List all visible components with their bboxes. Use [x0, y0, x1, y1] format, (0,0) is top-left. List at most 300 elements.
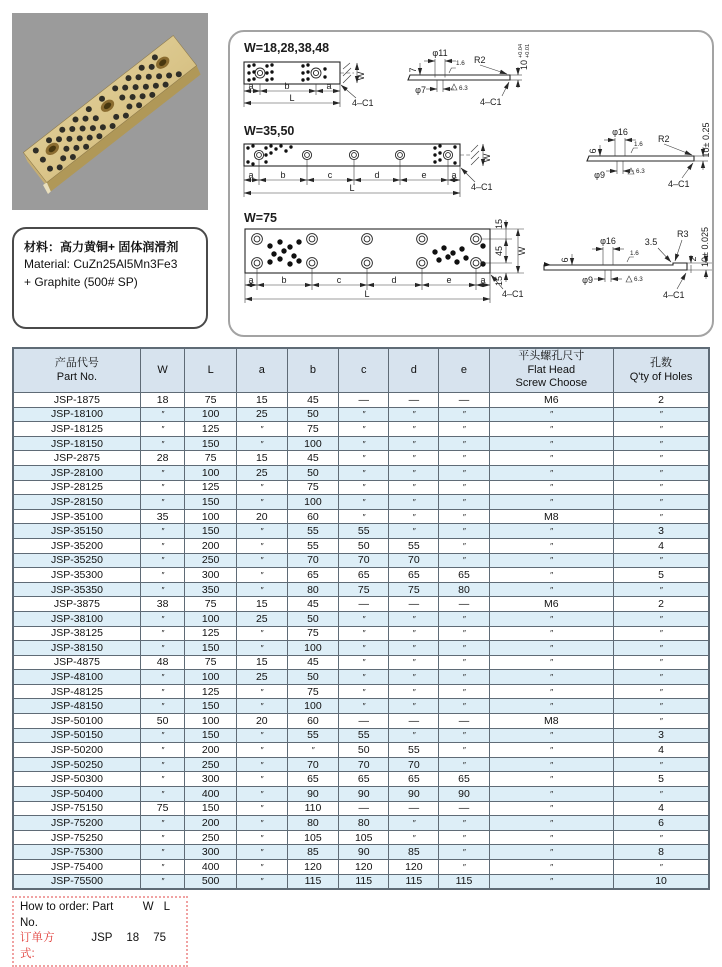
value-cell: 200 [185, 816, 237, 831]
value-cell: ″ [140, 611, 185, 626]
value-cell: ″ [614, 699, 709, 714]
value-cell: 75 [287, 480, 339, 495]
value-cell: ″ [389, 626, 439, 641]
value-cell: 200 [185, 743, 237, 758]
drawing-w18-48 [244, 41, 374, 108]
value-cell: 45 [287, 451, 339, 466]
value-cell: 150 [185, 699, 237, 714]
value-cell: 65 [389, 772, 439, 787]
value-cell: 15 [236, 597, 287, 612]
value-cell: ″ [140, 465, 185, 480]
svg-text:φ11: φ11 [432, 48, 448, 58]
value-cell: 3 [614, 524, 709, 539]
value-cell: ″ [614, 495, 709, 510]
value-cell: ″ [339, 611, 389, 626]
value-cell: ″ [236, 699, 287, 714]
value-cell: ″ [140, 728, 185, 743]
value-cell: 125 [185, 422, 237, 437]
svg-text:φ9: φ9 [594, 170, 605, 180]
svg-text:φ16: φ16 [612, 127, 628, 137]
value-cell: ″ [339, 641, 389, 656]
value-cell: 100 [185, 465, 237, 480]
value-cell: ″ [439, 480, 489, 495]
part-no-cell: JSP-50300 [13, 772, 140, 787]
value-cell: ″ [389, 407, 439, 422]
part-no-cell: JSP-35150 [13, 524, 140, 539]
value-cell: ″ [389, 655, 439, 670]
value-cell: 20 [236, 509, 287, 524]
part-no-cell: JSP-50150 [13, 728, 140, 743]
value-cell: 50 [287, 611, 339, 626]
value-cell: 65 [439, 568, 489, 583]
value-cell: ″ [140, 684, 185, 699]
value-cell: ″ [489, 436, 614, 451]
value-cell: ″ [439, 509, 489, 524]
svg-text:R3: R3 [677, 229, 689, 239]
svg-text:4–C1: 4–C1 [668, 179, 690, 189]
value-cell: ″ [236, 524, 287, 539]
value-cell: ″ [489, 480, 614, 495]
value-cell: ″ [389, 699, 439, 714]
svg-text:6.3: 6.3 [459, 85, 468, 92]
value-cell: 300 [185, 568, 237, 583]
value-cell: ″ [389, 728, 439, 743]
value-cell: ″ [140, 787, 185, 802]
value-cell: 55 [287, 524, 339, 539]
table-row [13, 860, 709, 875]
value-cell: ″ [140, 626, 185, 641]
value-cell: ″ [489, 422, 614, 437]
graphite-dot-pattern [247, 63, 326, 81]
value-cell: 65 [339, 568, 389, 583]
table-row [13, 626, 709, 641]
value-cell: ″ [236, 787, 287, 802]
value-cell: ″ [489, 845, 614, 860]
order-line1-w: W [142, 901, 154, 913]
value-cell: ″ [489, 699, 614, 714]
value-cell: 200 [185, 538, 237, 553]
value-cell: ″ [389, 816, 439, 831]
value-cell: M8 [489, 509, 614, 524]
value-cell: 250 [185, 830, 237, 845]
svg-text:1.6: 1.6 [456, 60, 465, 67]
value-cell: 4 [614, 801, 709, 816]
value-cell: 65 [439, 772, 489, 787]
value-cell: — [389, 597, 439, 612]
part-no-cell: JSP-18125 [13, 422, 140, 437]
part-no-cell: JSP-4875 [13, 655, 140, 670]
value-cell: ″ [439, 728, 489, 743]
value-cell: 400 [185, 860, 237, 875]
value-cell: 125 [185, 684, 237, 699]
svg-text:6: 6 [588, 148, 598, 154]
value-cell: ″ [439, 655, 489, 670]
svg-text:L: L [349, 183, 355, 193]
value-cell: ″ [140, 670, 185, 685]
part-no-cell: JSP-28125 [13, 480, 140, 495]
value-cell: — [389, 393, 439, 408]
value-cell: ″ [339, 626, 389, 641]
table-row [13, 787, 709, 802]
svg-text:2: 2 [688, 256, 698, 262]
value-cell: 120 [339, 860, 389, 875]
table-row [13, 757, 709, 772]
value-cell: ″ [614, 787, 709, 802]
value-cell: 250 [185, 553, 237, 568]
value-cell: 15 [236, 393, 287, 408]
counterbore-hole-icon [255, 68, 321, 78]
value-cell: — [389, 714, 439, 729]
value-cell: 90 [339, 845, 389, 860]
value-cell: 80 [339, 816, 389, 831]
value-cell: ″ [140, 772, 185, 787]
svg-text:4–C1: 4–C1 [502, 289, 524, 299]
value-cell: ″ [236, 553, 287, 568]
value-cell: M6 [489, 393, 614, 408]
value-cell: ″ [339, 422, 389, 437]
svg-text:+0.04: +0.04 [518, 43, 524, 58]
value-cell: ″ [489, 641, 614, 656]
table-row [13, 393, 709, 408]
value-cell: ″ [439, 538, 489, 553]
svg-text:W: W [517, 246, 527, 256]
value-cell: 150 [185, 728, 237, 743]
value-cell: ″ [236, 830, 287, 845]
value-cell: 250 [185, 757, 237, 772]
value-cell: 25 [236, 611, 287, 626]
table-row [13, 641, 709, 656]
part-no-cell: JSP-18100 [13, 407, 140, 422]
value-cell: ″ [614, 611, 709, 626]
value-cell: — [439, 714, 489, 729]
table-row [13, 670, 709, 685]
part-no-cell: JSP-35100 [13, 509, 140, 524]
value-cell: 100 [185, 714, 237, 729]
value-cell: 3 [614, 728, 709, 743]
value-cell: 75 [287, 422, 339, 437]
value-cell: ″ [389, 465, 439, 480]
svg-text:15: 15 [494, 275, 504, 287]
value-cell: ″ [339, 699, 389, 714]
value-cell: ″ [614, 407, 709, 422]
value-cell: ″ [140, 699, 185, 714]
value-cell: 10 [614, 874, 709, 889]
value-cell: 100 [185, 509, 237, 524]
svg-text:10± 0.25: 10± 0.25 [701, 122, 711, 158]
value-cell: — [339, 801, 389, 816]
value-cell: 55 [389, 743, 439, 758]
value-cell: ″ [439, 860, 489, 875]
value-cell: 70 [389, 757, 439, 772]
table-row [13, 743, 709, 758]
svg-text:c: c [336, 275, 342, 285]
material-note [12, 227, 208, 329]
value-cell: ″ [140, 422, 185, 437]
table-row [13, 451, 709, 466]
order-line2-l: 75 [153, 932, 166, 945]
value-cell: 25 [236, 670, 287, 685]
value-cell: ″ [236, 436, 287, 451]
value-cell: 5 [614, 568, 709, 583]
value-cell: 150 [185, 641, 237, 656]
table-row [13, 714, 709, 729]
value-cell: 28 [140, 451, 185, 466]
svg-text:e: e [446, 275, 452, 285]
svg-text:d: d [374, 170, 380, 180]
value-cell: ″ [287, 743, 339, 758]
value-cell: ″ [489, 816, 614, 831]
value-cell: 50 [287, 407, 339, 422]
svg-text:φ9: φ9 [582, 275, 593, 285]
value-cell: ″ [614, 670, 709, 685]
part-no-cell: JSP-28100 [13, 465, 140, 480]
value-cell: ″ [140, 743, 185, 758]
value-cell: 70 [287, 757, 339, 772]
value-cell: ″ [389, 480, 439, 495]
value-cell: 70 [339, 757, 389, 772]
product-photo [12, 13, 208, 210]
value-cell: 60 [287, 714, 339, 729]
tolerance-label [518, 44, 531, 70]
value-cell: ″ [140, 553, 185, 568]
value-cell: ″ [614, 641, 709, 656]
value-cell: 80 [287, 816, 339, 831]
svg-text:4–C1: 4–C1 [352, 98, 374, 108]
value-cell: ″ [614, 860, 709, 875]
part-no-cell: JSP-75250 [13, 830, 140, 845]
value-cell: 75 [287, 684, 339, 699]
column-header: 产品代号 Part No. [13, 348, 140, 393]
value-cell: 150 [185, 524, 237, 539]
table-row [13, 611, 709, 626]
value-cell: 300 [185, 845, 237, 860]
value-cell: 50 [339, 538, 389, 553]
value-cell: ″ [489, 830, 614, 845]
value-cell: ″ [389, 684, 439, 699]
table-row [13, 772, 709, 787]
value-cell: ″ [439, 422, 489, 437]
part-no-cell: JSP-35300 [13, 568, 140, 583]
table-row [13, 568, 709, 583]
part-no-cell: JSP-35350 [13, 582, 140, 597]
part-no-cell: JSP-48125 [13, 684, 140, 699]
value-cell: ″ [339, 465, 389, 480]
svg-text:c: c [327, 170, 333, 180]
value-cell: 65 [339, 772, 389, 787]
value-cell: ″ [614, 422, 709, 437]
value-cell: 25 [236, 465, 287, 480]
svg-text:1.6: 1.6 [630, 250, 639, 257]
value-cell: ″ [236, 641, 287, 656]
value-cell: ″ [389, 436, 439, 451]
part-no-cell: JSP-1875 [13, 393, 140, 408]
value-cell: 125 [185, 626, 237, 641]
value-cell: ″ [439, 743, 489, 758]
svg-text:R2: R2 [658, 134, 670, 144]
value-cell: 50 [287, 465, 339, 480]
value-cell: ″ [489, 801, 614, 816]
table-row [13, 509, 709, 524]
value-cell: 100 [287, 436, 339, 451]
value-cell: 100 [287, 641, 339, 656]
value-cell: ″ [236, 743, 287, 758]
value-cell: 48 [140, 655, 185, 670]
value-cell: ″ [389, 670, 439, 685]
value-cell: 8 [614, 845, 709, 860]
value-cell: 85 [287, 845, 339, 860]
order-line2-w: 18 [126, 932, 140, 945]
value-cell: ″ [489, 553, 614, 568]
value-cell: ″ [614, 465, 709, 480]
value-cell: ″ [339, 451, 389, 466]
part-no-cell: JSP-75300 [13, 845, 140, 860]
value-cell: ″ [236, 480, 287, 495]
value-cell: ″ [614, 757, 709, 772]
value-cell: 75 [185, 451, 237, 466]
part-no-cell: JSP-50250 [13, 757, 140, 772]
value-cell: ″ [439, 641, 489, 656]
value-cell: 75 [185, 655, 237, 670]
value-cell: M6 [489, 597, 614, 612]
value-cell: — [389, 801, 439, 816]
value-cell: 18 [140, 393, 185, 408]
table-row [13, 684, 709, 699]
value-cell: 115 [389, 874, 439, 889]
value-cell: ″ [439, 451, 489, 466]
svg-text:4–C1: 4–C1 [480, 97, 502, 107]
part-no-cell: JSP-48100 [13, 670, 140, 685]
svg-text:4–C1: 4–C1 [471, 182, 493, 192]
material-line-en1: Material: CuZn25Al5Mn3Fe3 [24, 257, 178, 272]
value-cell: ″ [236, 874, 287, 889]
table-row [13, 524, 709, 539]
value-cell: ″ [389, 641, 439, 656]
value-cell: ″ [614, 582, 709, 597]
svg-text:L: L [289, 93, 295, 103]
table-row [13, 407, 709, 422]
value-cell: ″ [389, 611, 439, 626]
wear-plate-image [12, 13, 208, 210]
value-cell: ″ [439, 670, 489, 685]
svg-text:d: d [391, 275, 397, 285]
part-no-cell: JSP-50400 [13, 787, 140, 802]
value-cell: ″ [489, 728, 614, 743]
svg-text:4–C1: 4–C1 [663, 290, 685, 300]
value-cell: M8 [489, 714, 614, 729]
value-cell: 15 [236, 451, 287, 466]
order-line1-l: L [163, 901, 170, 913]
table-row [13, 699, 709, 714]
value-cell: ″ [614, 830, 709, 845]
value-cell: ″ [439, 495, 489, 510]
value-cell: ″ [339, 480, 389, 495]
value-cell: ″ [339, 436, 389, 451]
value-cell: 6 [614, 816, 709, 831]
value-cell: ″ [439, 684, 489, 699]
part-no-cell: JSP-28150 [13, 495, 140, 510]
value-cell: 105 [287, 830, 339, 845]
svg-text:1.6: 1.6 [634, 141, 643, 148]
column-header: 平头螺孔尺寸 Flat Head Screw Choose [489, 348, 614, 393]
value-cell: 75 [339, 582, 389, 597]
value-cell: 75 [185, 393, 237, 408]
section-w75 [544, 227, 712, 300]
value-cell: 110 [287, 801, 339, 816]
value-cell: ″ [389, 495, 439, 510]
value-cell: 70 [339, 553, 389, 568]
value-cell: ″ [236, 845, 287, 860]
value-cell: — [339, 597, 389, 612]
svg-text:6: 6 [560, 257, 570, 263]
part-no-cell: JSP-38125 [13, 626, 140, 641]
part-no-cell: JSP-3875 [13, 597, 140, 612]
value-cell: 65 [287, 568, 339, 583]
column-header: 孔数 Q'ty of Holes [614, 348, 709, 393]
column-header: c [339, 348, 389, 393]
value-cell: ″ [140, 495, 185, 510]
value-cell: ″ [489, 451, 614, 466]
part-no-cell: JSP-18150 [13, 436, 140, 451]
svg-text:15: 15 [494, 218, 504, 230]
value-cell: ″ [140, 436, 185, 451]
part-no-cell: JSP-75500 [13, 874, 140, 889]
part-no-cell: JSP-75200 [13, 816, 140, 831]
value-cell: 500 [185, 874, 237, 889]
value-cell: ″ [389, 830, 439, 845]
value-cell: ″ [614, 655, 709, 670]
value-cell: ″ [140, 830, 185, 845]
drawing-w35-50 [244, 124, 493, 197]
value-cell: 90 [339, 787, 389, 802]
value-cell: ″ [236, 568, 287, 583]
table-row [13, 538, 709, 553]
value-cell: ″ [236, 422, 287, 437]
value-cell: 105 [339, 830, 389, 845]
svg-text:R2: R2 [474, 55, 486, 65]
value-cell: ″ [489, 860, 614, 875]
svg-text:b: b [284, 81, 290, 91]
svg-text:φ16: φ16 [600, 236, 616, 246]
value-cell: 38 [140, 597, 185, 612]
table-row [13, 465, 709, 480]
svg-text:L: L [364, 289, 370, 299]
value-cell: 50 [287, 670, 339, 685]
value-cell: 150 [185, 495, 237, 510]
value-cell: 90 [389, 787, 439, 802]
column-header: L [185, 348, 237, 393]
value-cell: 4 [614, 743, 709, 758]
value-cell: ″ [439, 407, 489, 422]
value-cell: 80 [439, 582, 489, 597]
value-cell: ″ [140, 874, 185, 889]
column-header: e [439, 348, 489, 393]
value-cell: 75 [287, 626, 339, 641]
value-cell: 50 [140, 714, 185, 729]
value-cell: 100 [185, 407, 237, 422]
table-row [13, 582, 709, 597]
svg-text:W: W [356, 71, 366, 81]
value-cell: ″ [489, 655, 614, 670]
section-w35-50 [587, 123, 711, 189]
counterbore-hole-icon [254, 150, 452, 159]
value-cell: ″ [614, 451, 709, 466]
value-cell: ″ [489, 538, 614, 553]
value-cell: 150 [185, 801, 237, 816]
table-row [13, 874, 709, 889]
value-cell: 75 [389, 582, 439, 597]
value-cell: ″ [236, 728, 287, 743]
value-cell: — [439, 801, 489, 816]
